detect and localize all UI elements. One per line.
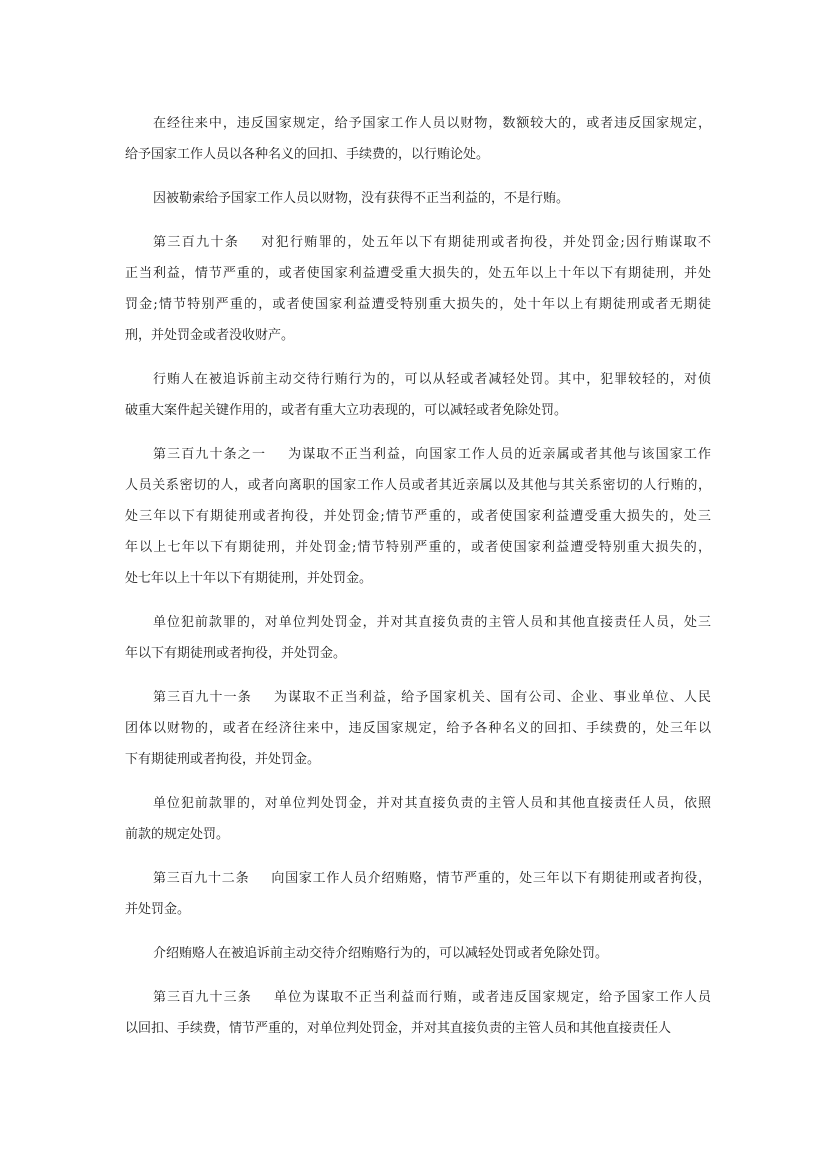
paragraph-spacer (125, 594, 711, 607)
line-text: 行贿人在被追诉前主动交待行贿行为的，可以从轻或者减轻处罚。其中，犯罪较轻的，对侦 (153, 372, 711, 387)
line-text: 在经往来中，违反国家规定，给予国家工作人员以财物，数额较大的，或者违反国家规定， (153, 116, 711, 131)
text-line (125, 638, 711, 669)
line-text: 单位犯前款罪的，对单位判处罚金，并对其直接负责的主管人员和其他直接责任人员，依照 (153, 796, 711, 811)
article-number: 第三百九十一条 (153, 690, 252, 705)
line-text: 年以下有期徒刑或者拘役，并处罚金。 (125, 646, 347, 661)
body-paragraph (125, 108, 711, 170)
article-number: 第三百九十条 (153, 235, 240, 250)
text-line (125, 1013, 711, 1044)
article-number: 第三百九十条之一 (153, 447, 267, 462)
line-text: 年以上七年以下有期徒刑，并处罚金;情节特别严重的，或者使国家利益遭受特别重大损失的， (125, 540, 711, 555)
paragraph-spacer (125, 170, 711, 183)
text-line (125, 713, 711, 744)
text-line (125, 364, 711, 395)
article-paragraph (125, 982, 711, 1044)
text-line (125, 395, 711, 426)
line-text: 为谋取不正当利益，给予国家机关、国有公司、企业、事业单位、人民 (273, 690, 711, 705)
line-text: 对犯行贿罪的，处五年以下有期徒刑或者拘役，并处罚金;因行贿谋取不 (261, 235, 711, 250)
paragraph-spacer (125, 925, 711, 938)
line-text: 处三年以下有期徒刑或者拘役，并处罚金;情节严重的，或者使国家利益遭受重大损失的，处三 (125, 509, 711, 524)
text-line (125, 607, 711, 638)
text-line (125, 289, 711, 320)
body-paragraph (125, 788, 711, 850)
body-paragraph (125, 607, 711, 669)
text-line (125, 258, 711, 289)
line-text: 罚金;情节特别严重的，或者使国家利益遭受特别重大损失的，处十年以上有期徒刑或者无期徒 (125, 297, 711, 312)
article-number: 第三百九十三条 (153, 990, 252, 1005)
article-paragraph (125, 439, 711, 594)
line-text: 单位为谋取不正当利益而行贿，或者违反国家规定，给予国家工作人员 (273, 990, 711, 1005)
text-line (125, 532, 711, 563)
text-line (125, 894, 711, 925)
paragraph-spacer (125, 214, 711, 227)
body-paragraph (125, 183, 711, 214)
document-body (125, 108, 711, 1044)
line-text: 因被勒索给予国家工作人员以财物，没有获得不正当利益的，不是行贿。 (153, 191, 570, 206)
line-text: 并处罚金。 (125, 902, 191, 917)
line-text: 单位犯前款罪的，对单位判处罚金，并对其直接负责的主管人员和其他直接责任人员，处三 (153, 615, 711, 630)
text-line (125, 183, 711, 214)
text-line (125, 139, 711, 170)
line-text: 人员关系密切的人，或者向离职的国家工作人员或者其近亲属以及其他与其关系密切的人行贿的， (125, 478, 711, 493)
paragraph-spacer (125, 850, 711, 863)
text-line (125, 938, 711, 969)
line-text: 以回扣、手续费，情节严重的，对单位判处罚金，并对其直接负责的主管人员和其他直接责任人 (125, 1021, 672, 1036)
text-line (125, 501, 711, 532)
article-paragraph (125, 863, 711, 925)
line-text: 处七年以上十年以下有期徒刑，并处罚金。 (125, 571, 373, 586)
text-line (125, 744, 711, 775)
body-paragraph (125, 364, 711, 426)
text-line (125, 439, 711, 470)
line-text: 下有期徒刑或者拘役，并处罚金。 (125, 752, 321, 767)
text-line (125, 563, 711, 594)
line-text: 向国家工作人员介绍贿赂，情节严重的，处三年以下有期徒刑或者拘役， (271, 871, 711, 886)
line-text: 给予国家工作人员以各种名义的回扣、手续费的，以行贿论处。 (125, 147, 490, 162)
line-text: 破重大案件起关键作用的，或者有重大立功表现的，可以减轻或者免除处罚。 (125, 403, 568, 418)
article-paragraph (125, 682, 711, 775)
article-paragraph (125, 227, 711, 351)
body-paragraph (125, 938, 711, 969)
text-line (125, 470, 711, 501)
text-line (125, 863, 711, 894)
text-line (125, 108, 711, 139)
text-line (125, 227, 711, 258)
paragraph-spacer (125, 351, 711, 364)
text-line (125, 320, 711, 351)
line-text: 介绍贿赂人在被追诉前主动交待介绍贿赂行为的，可以减轻处罚或者免除处罚。 (153, 946, 609, 961)
line-text: 为谋取不正当利益，向国家工作人员的近亲属或者其他与该国家工作 (288, 447, 711, 462)
line-text: 正当利益，情节严重的，或者使国家利益遭受重大损失的，处五年以上十年以下有期徒刑，并处 (125, 266, 711, 281)
text-line (125, 682, 711, 713)
line-text: 刑，并处罚金或者没收财产。 (125, 328, 295, 343)
paragraph-spacer (125, 969, 711, 982)
text-line (125, 982, 711, 1013)
paragraph-spacer (125, 669, 711, 682)
paragraph-spacer (125, 426, 711, 439)
text-line (125, 819, 711, 850)
paragraph-spacer (125, 775, 711, 788)
article-number: 第三百九十二条 (153, 871, 250, 886)
line-text: 团体以财物的，或者在经济往来中，违反国家规定，给予各种名义的回扣、手续费的，处三年以 (125, 721, 711, 736)
line-text: 前款的规定处罚。 (125, 827, 230, 842)
text-line (125, 788, 711, 819)
